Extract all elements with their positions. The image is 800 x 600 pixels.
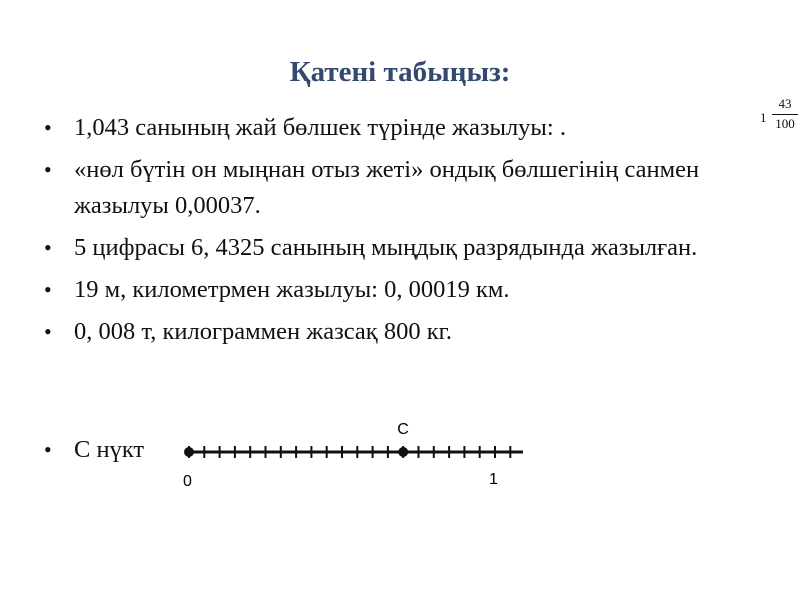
bullet-item-5 [42, 314, 782, 350]
bullet-text-3: 5 цифрасы 6, 4325 санының мыңдық разрядында жазылған. [74, 234, 698, 261]
bullet-item-3 [42, 230, 782, 266]
bullet-item-6 [42, 432, 144, 468]
fraction-denominator: 100 [775, 116, 795, 131]
fraction-numerator: 43 [778, 96, 792, 111]
bullet-dot: • [44, 235, 52, 260]
bullet-dot: • [44, 319, 52, 344]
bullet-dot: • [44, 157, 52, 182]
bullet-dot: • [44, 437, 52, 462]
one-label: 1 [489, 471, 498, 488]
point-c-dot [398, 447, 408, 457]
number-line-background [175, 434, 555, 474]
bullet-item-1 [42, 110, 782, 146]
slide-title: Қатені табыңыз: [289, 56, 511, 88]
bullet-text-2: «нөл бүтін он мыңнан отыз жеті» ондық бөлшегінің санмен жазылуы 0,00037. [74, 156, 700, 219]
fraction-bar [772, 114, 798, 115]
bullet-dot: • [44, 277, 52, 302]
bullet-item-4 [42, 272, 782, 308]
bullet-text-4: 19 м, километрмен жазылуы: 0, 00019 км. [74, 276, 510, 303]
bullet-list [42, 110, 782, 356]
point-c-label: C [397, 421, 409, 438]
mixed-fraction [758, 96, 798, 146]
point-zero-dot [184, 447, 194, 457]
bullet-dot: • [44, 115, 52, 140]
bullet-text-6-start: С нүкт [74, 436, 145, 463]
number-line [175, 412, 555, 492]
zero-label: 0 [183, 473, 192, 490]
bullet-text-5: 0, 008 т, килограммен жазсақ 800 кг. [74, 318, 453, 345]
fraction-whole: 1 [760, 110, 767, 125]
bullet-text-1: 1,043 санының жай бөлшек түрінде жазылуы: . [74, 114, 566, 141]
bullet-item-2 [42, 152, 782, 224]
